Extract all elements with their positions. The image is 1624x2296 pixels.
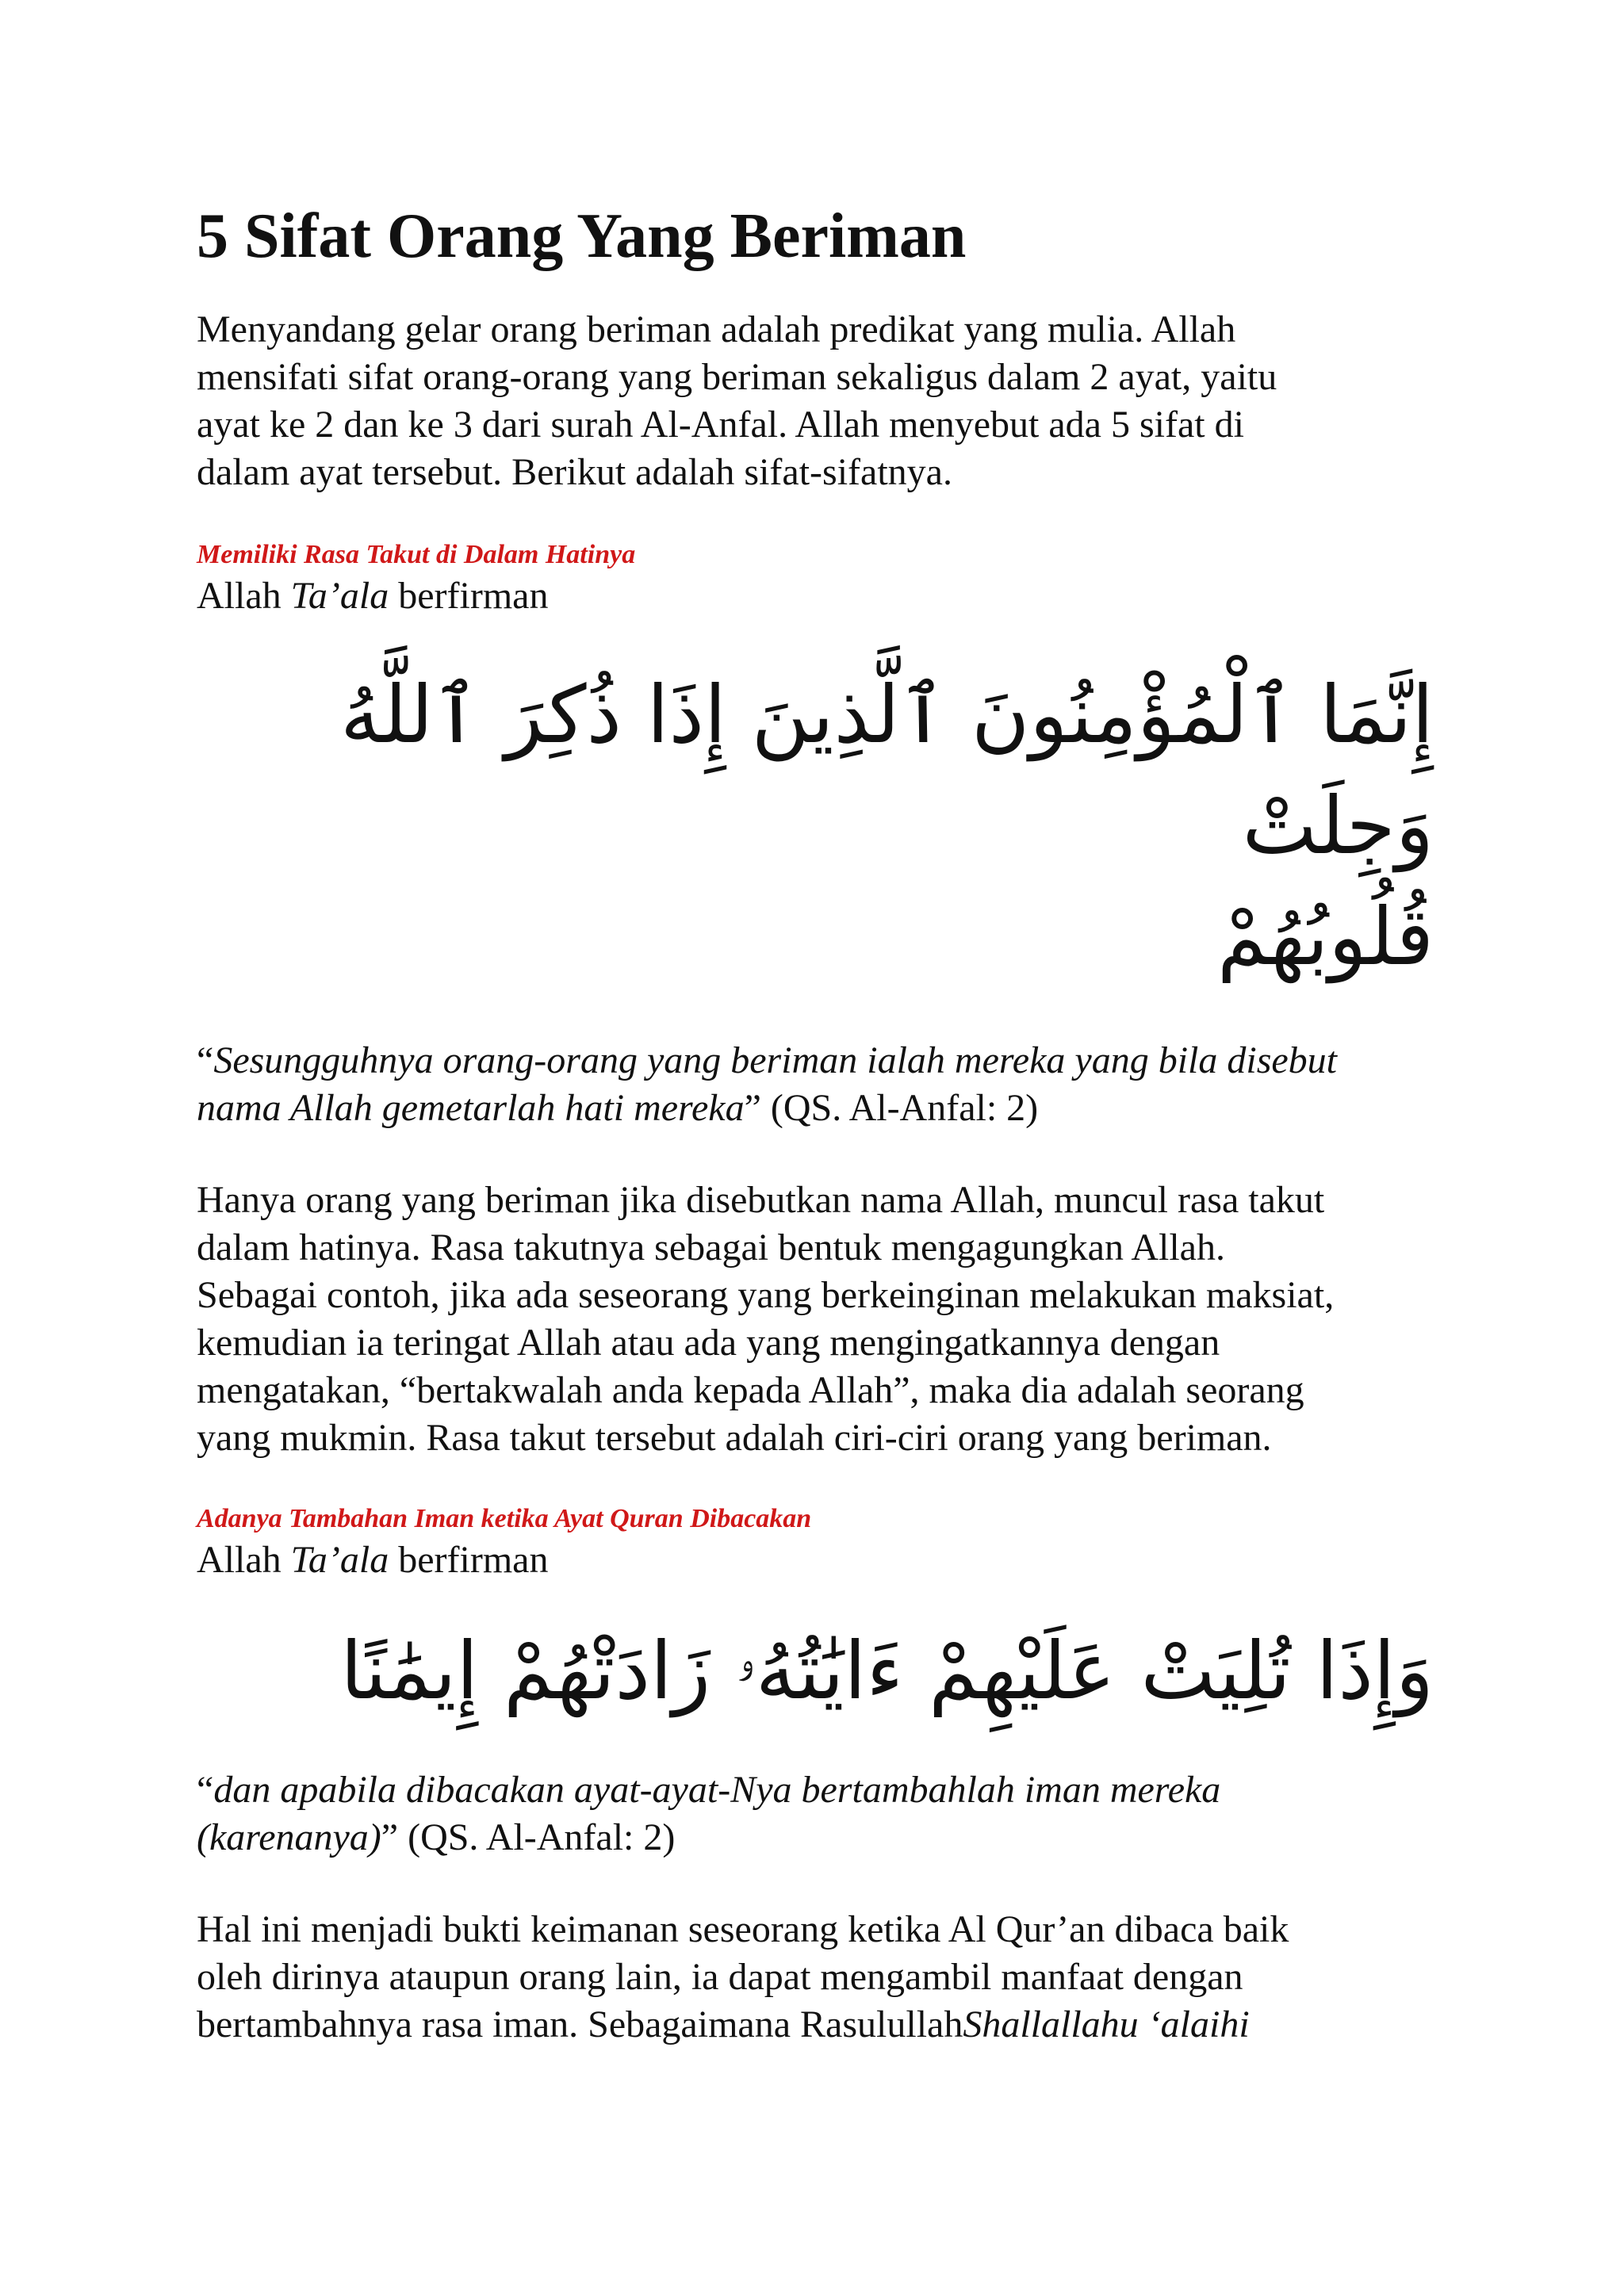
- quote-open: “: [197, 1039, 214, 1081]
- body-paragraph: [197, 1906, 1434, 2049]
- translation-text: (karenanya): [197, 1816, 381, 1858]
- firman-prefix: Allah: [197, 575, 291, 617]
- arabic-line: قُلُوبُهُمْ: [1216, 890, 1434, 983]
- verse-reference: ” (QS. Al-Anfal: 2): [381, 1816, 676, 1858]
- section-heading: Adanya Tambahan Iman ketika Ayat Quran Dibacakan: [197, 1504, 812, 1533]
- body-line: oleh dirinya ataupun orang lain, ia dapat mengambil manfaat dengan: [197, 1956, 1243, 1998]
- arabic-line: إِنَّمَا ٱلْمُؤْمِنُونَ ٱلَّذِينَ إِذَا ذُكِرَ ٱللَّهُ وَجِلَتْ: [340, 668, 1434, 872]
- verse-translation: [197, 1766, 1434, 1862]
- section-1: [197, 538, 1434, 1462]
- translation-line: [197, 1766, 1434, 1814]
- firman-italic: Ta’ala: [290, 575, 389, 617]
- intro-line: mensifati sifat orang-orang yang beriman sekaligus dalam 2 ayat, yaitu: [197, 356, 1277, 398]
- body-line: Hanya orang yang beriman jika disebutkan nama Allah, muncul rasa takut: [197, 1179, 1325, 1221]
- translation-text: nama Allah gemetarlah hati mereka: [197, 1087, 745, 1129]
- body-line: [197, 2001, 1434, 2049]
- arabic-verse: [197, 1616, 1434, 1727]
- page-title: 5 Sifat Orang Yang Beriman: [197, 201, 967, 271]
- arabic-line: وَإِذَا تُلِيَتْ عَلَيْهِمْ ءَايَٰتُهُۥ زَادَتْهُمْ إِيمَٰنًا: [340, 1624, 1434, 1717]
- body-line-italic: Shallallahu ‘alaihi: [963, 2003, 1250, 2045]
- intro-line: Menyandang gelar orang beriman adalah predikat yang mulia. Allah: [197, 308, 1236, 350]
- body-paragraph: [197, 1177, 1434, 1462]
- intro-line: dalam ayat tersebut. Berikut adalah sifat-sifatnya.: [197, 451, 952, 493]
- firman-line: [197, 1536, 1434, 1584]
- intro-line: ayat ke 2 dan ke 3 dari surah Al-Anfal. Allah menyebut ada 5 sifat di: [197, 404, 1244, 446]
- body-line: dalam hatinya. Rasa takutnya sebagai bentuk mengagungkan Allah.: [197, 1226, 1225, 1269]
- arabic-verse: [197, 660, 1434, 993]
- body-line: mengatakan, “bertakwalah anda kepada Allah”, maka dia adalah seorang: [197, 1369, 1304, 1411]
- section-2: [197, 1502, 1434, 2049]
- firman-suffix: berfirman: [389, 575, 549, 617]
- body-line-text: bertambahnya rasa iman. Sebagaimana Rasulullah: [197, 2003, 963, 2045]
- firman-italic: Ta’ala: [290, 1539, 389, 1581]
- translation-text: dan apabila dibacakan ayat-ayat-Nya bertambahlah iman mereka: [213, 1769, 1221, 1811]
- section-heading: Memiliki Rasa Takut di Dalam Hatinya: [197, 540, 636, 569]
- quote-open: “: [197, 1769, 214, 1811]
- translation-line: [197, 1037, 1434, 1085]
- translation-line: [197, 1814, 1434, 1862]
- verse-translation: [197, 1037, 1434, 1132]
- translation-line: [197, 1085, 1434, 1132]
- firman-prefix: Allah: [197, 1539, 291, 1581]
- verse-reference: ” (QS. Al-Anfal: 2): [744, 1087, 1039, 1129]
- body-line: Hal ini menjadi bukti keimanan seseorang ketika Al Qur’an dibaca baik: [197, 1908, 1289, 1950]
- firman-suffix: berfirman: [389, 1539, 549, 1581]
- intro-paragraph: [197, 306, 1434, 496]
- body-line: kemudian ia teringat Allah atau ada yang mengingatkannya dengan: [197, 1322, 1220, 1364]
- translation-text: Sesungguhnya orang-orang yang beriman ialah mereka yang bila disebut: [213, 1039, 1338, 1081]
- body-line: yang mukmin. Rasa takut tersebut adalah ciri-ciri orang yang beriman.: [197, 1417, 1272, 1459]
- document-page: [197, 198, 1434, 2049]
- body-line: Sebagai contoh, jika ada seseorang yang berkeinginan melakukan maksiat,: [197, 1274, 1335, 1316]
- firman-line: [197, 572, 1434, 620]
